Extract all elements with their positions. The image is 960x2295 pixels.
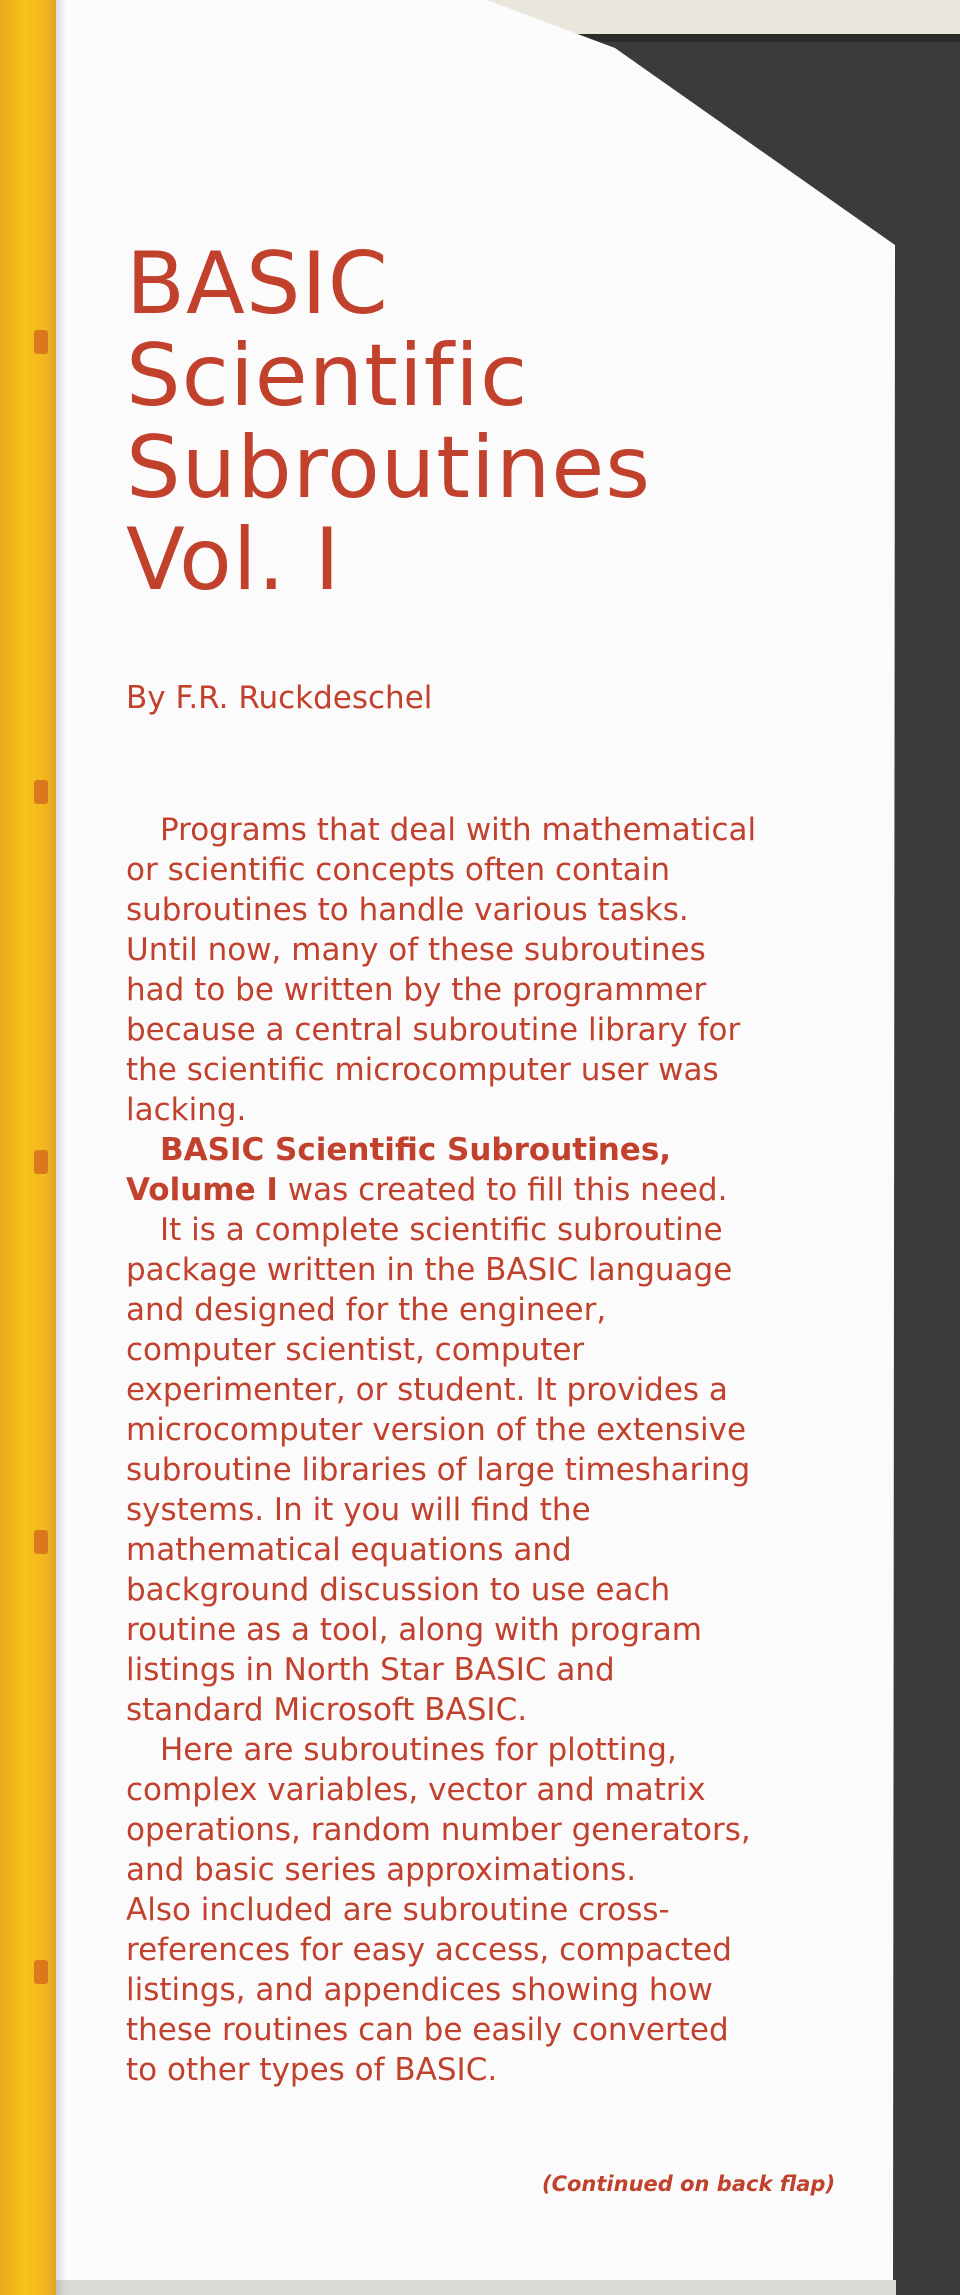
continued-note: (Continued on back flap) [542, 2172, 836, 2196]
title-line: BASIC Scientific [126, 234, 529, 426]
description-paragraph: Here are subroutines for plotting, complex variables, vector and matrix operations, random number generators, and basic series approximations. [126, 1732, 751, 1888]
title-line: Vol. I [126, 510, 341, 610]
flap-shadow [56, 0, 66, 2295]
spine-mark [34, 1960, 48, 1984]
description-paragraph [126, 1130, 758, 1210]
flap-content [126, 234, 766, 2090]
spine-mark [34, 780, 48, 804]
description-paragraph: Also included are subroutine cross-references for easy access, compacted listings, and appendices showing how these routines can be easily converted to other types of BASIC. [126, 1892, 732, 2088]
book-title-reference: BASIC Scientific Subroutines, Volume I [126, 1132, 672, 1208]
spine-mark [34, 1530, 48, 1554]
description-paragraph: Programs that deal with mathematical or scientific concepts often contain subroutines to handle various tasks. Until now, many of these subroutines had to be written by the programmer because a central subroutine library for the scientific microcomputer user was lacking. [126, 812, 757, 1128]
description-body [126, 810, 758, 2090]
spine-mark [34, 1150, 48, 1174]
paragraph-text: was created to fill this need. [277, 1172, 728, 1208]
description-paragraph: It is a complete scientific subroutine package written in the BASIC language and designed for the engineer, computer scientist, computer experimenter, or student. It provides a microcomputer version of the extensive subroutine libraries of large timesharing systems. In it you will find the mathematical equations and background discussion to use each routine as a tool, along with program listings in North Star BASIC and standard Microsoft BASIC. [126, 1212, 751, 1728]
author-byline: By F.R. Ruckdeschel [126, 680, 433, 716]
spine-mark [34, 330, 48, 354]
spine-edge [0, 0, 56, 2295]
book-title [126, 234, 766, 610]
title-line: Subroutines [126, 418, 652, 518]
